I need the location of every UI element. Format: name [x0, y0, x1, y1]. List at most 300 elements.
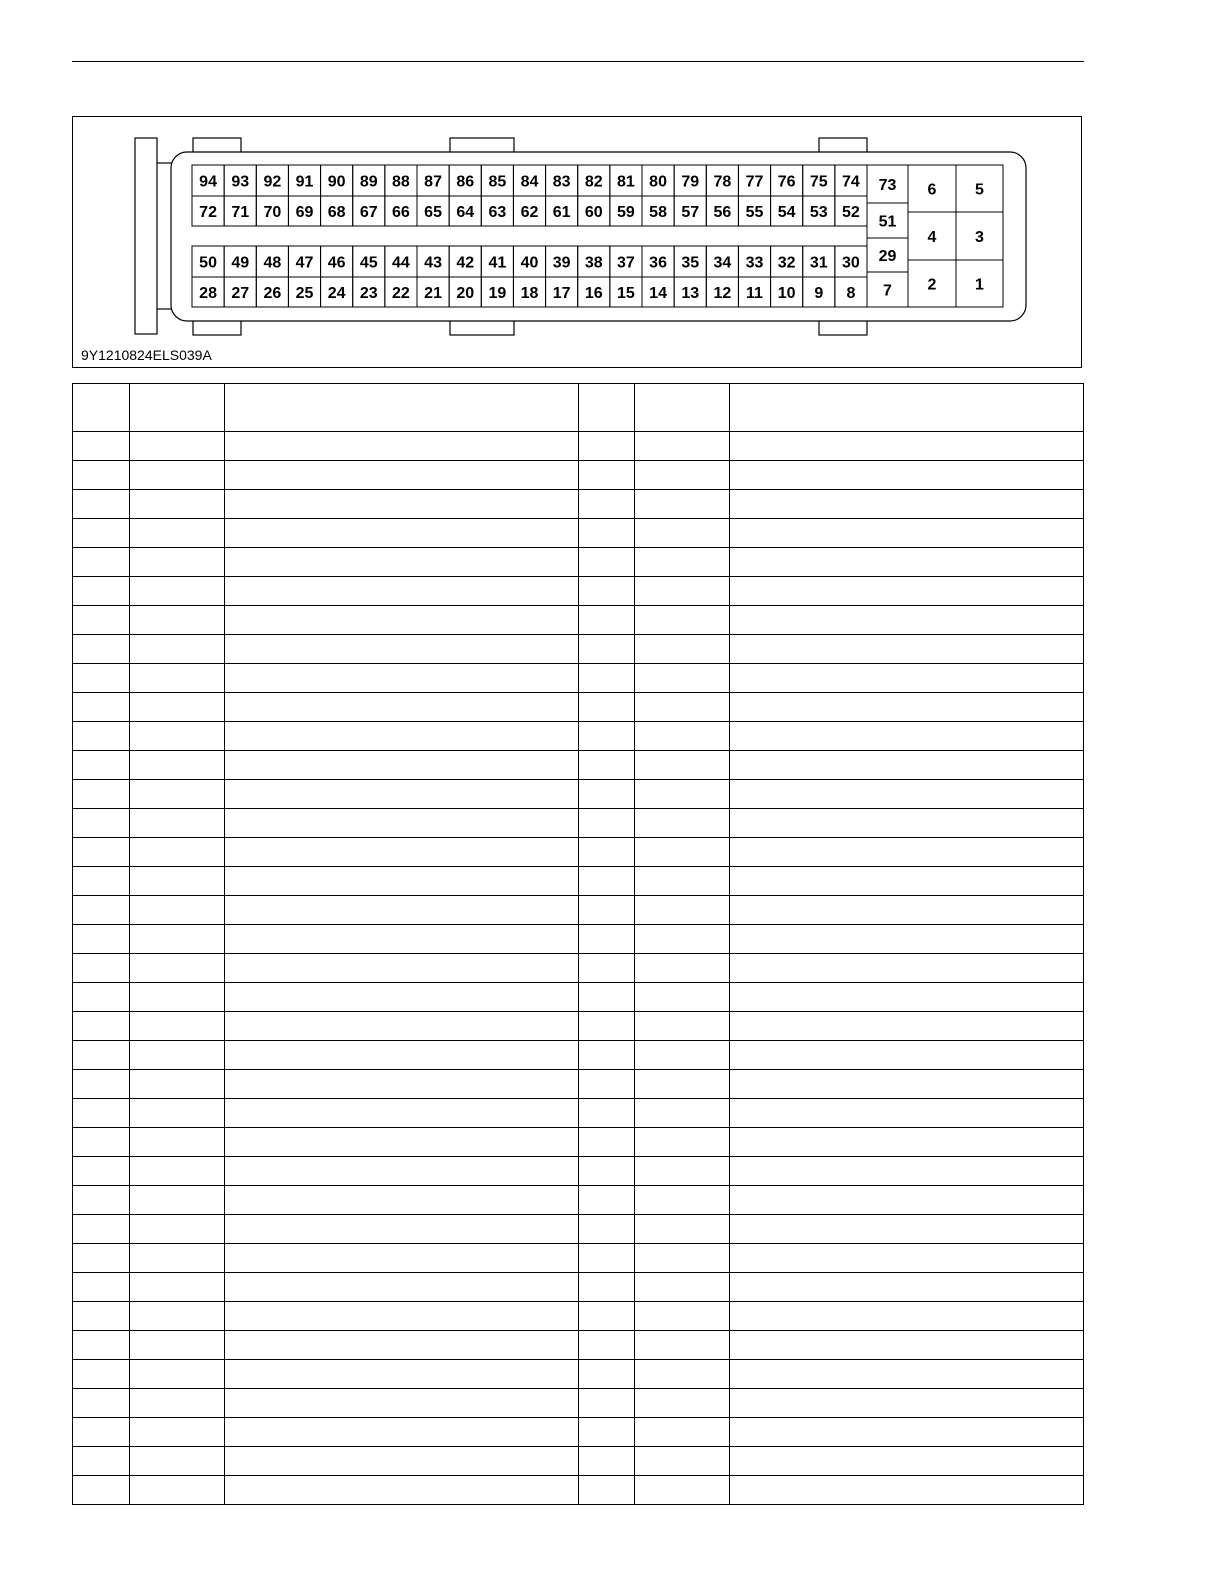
table-cell	[130, 461, 225, 490]
table-cell	[130, 780, 225, 809]
table-cell	[73, 954, 130, 983]
table-cell	[73, 1302, 130, 1331]
bottom-tab	[193, 320, 241, 335]
table-cell	[635, 519, 730, 548]
table-cell	[730, 1476, 1084, 1505]
table-cell	[225, 693, 579, 722]
table-row	[73, 1360, 1084, 1389]
pin-label: 81	[617, 173, 635, 191]
table-cell	[579, 809, 635, 838]
table-cell	[130, 1360, 225, 1389]
table-cell	[730, 896, 1084, 925]
table-row	[73, 490, 1084, 519]
pin-label: 6	[927, 181, 937, 199]
table-cell	[730, 606, 1084, 635]
table-cell	[73, 925, 130, 954]
table-cell	[635, 1070, 730, 1099]
table-cell	[579, 1041, 635, 1070]
bottom-tab	[819, 320, 867, 335]
connector-figure	[72, 116, 1082, 368]
pin-label: 54	[777, 204, 796, 221]
table-cell	[225, 867, 579, 896]
table-cell	[730, 780, 1084, 809]
table-row	[73, 867, 1084, 896]
table-cell	[130, 1070, 225, 1099]
table-header-row	[73, 384, 1084, 432]
table-cell	[225, 1244, 579, 1273]
header-cell	[579, 384, 635, 432]
pin-label: 69	[295, 204, 314, 221]
table-row	[73, 983, 1084, 1012]
table-cell	[635, 867, 730, 896]
pin-label: 80	[649, 173, 667, 191]
table-cell	[730, 1418, 1084, 1447]
table-cell	[225, 1070, 579, 1099]
table-row	[73, 1302, 1084, 1331]
table-cell	[579, 1157, 635, 1186]
table-cell	[635, 1476, 730, 1505]
table-cell	[730, 577, 1084, 606]
table-cell	[730, 722, 1084, 751]
table-row	[73, 606, 1084, 635]
table-cell	[730, 432, 1084, 461]
table-cell	[130, 838, 225, 867]
table-cell	[730, 1186, 1084, 1215]
pin-label: 87	[424, 173, 442, 191]
table-cell	[225, 1476, 579, 1505]
pin-label: 62	[520, 204, 539, 221]
table-cell	[579, 1360, 635, 1389]
table-cell	[130, 693, 225, 722]
table-cell	[73, 1331, 130, 1360]
table-cell	[225, 490, 579, 519]
pin-label: 85	[488, 173, 507, 191]
latch-bar	[135, 138, 157, 334]
pin-label: 55	[745, 204, 764, 221]
pin-label: 38	[584, 254, 603, 272]
table-cell	[730, 867, 1084, 896]
table-cell	[225, 1041, 579, 1070]
pin-label: 73	[878, 177, 897, 194]
table-cell	[579, 1418, 635, 1447]
table-cell	[635, 1012, 730, 1041]
table-cell	[73, 780, 130, 809]
pin-label: 35	[681, 254, 700, 272]
table-cell	[730, 1099, 1084, 1128]
table-cell	[225, 577, 579, 606]
table-cell	[225, 722, 579, 751]
table-row	[73, 1012, 1084, 1041]
table-row	[73, 780, 1084, 809]
table-cell	[73, 461, 130, 490]
table-cell	[730, 751, 1084, 780]
table-cell	[73, 1476, 130, 1505]
pin-label: 15	[617, 285, 635, 302]
table-cell	[225, 780, 579, 809]
pin-label: 39	[552, 254, 571, 272]
pin-label: 10	[777, 285, 796, 302]
table-cell	[635, 1331, 730, 1360]
table-cell	[579, 1302, 635, 1331]
connector-diagram	[73, 117, 1083, 369]
table-row	[73, 1418, 1084, 1447]
table-cell	[130, 635, 225, 664]
table-cell	[130, 954, 225, 983]
pin-label: 91	[295, 173, 314, 191]
pin-label: 27	[231, 285, 250, 302]
table-cell	[579, 432, 635, 461]
table-cell	[579, 1128, 635, 1157]
table-cell	[73, 1041, 130, 1070]
table-cell	[73, 1070, 130, 1099]
table-cell	[579, 1389, 635, 1418]
table-cell	[73, 896, 130, 925]
table-row	[73, 1244, 1084, 1273]
pin-label: 23	[359, 285, 378, 302]
table-cell	[130, 1447, 225, 1476]
pin-label: 78	[713, 173, 732, 191]
table-row	[73, 838, 1084, 867]
table-cell	[130, 983, 225, 1012]
table-cell	[225, 1157, 579, 1186]
table-row	[73, 1273, 1084, 1302]
table-row	[73, 519, 1084, 548]
table-cell	[73, 1012, 130, 1041]
pin-label: 63	[488, 204, 507, 221]
pin-label: 42	[456, 254, 475, 272]
table-cell	[579, 461, 635, 490]
table-cell	[73, 577, 130, 606]
pin-label: 53	[809, 204, 828, 221]
page-top-rule	[72, 61, 1084, 62]
table-cell	[225, 1389, 579, 1418]
table-cell	[579, 1273, 635, 1302]
table-cell	[635, 1215, 730, 1244]
table-cell	[635, 1360, 730, 1389]
header-cell	[225, 384, 579, 432]
table-cell	[579, 693, 635, 722]
pin-label: 90	[327, 173, 346, 191]
table-cell	[73, 1418, 130, 1447]
pin-label: 61	[552, 204, 571, 221]
table-cell	[225, 1215, 579, 1244]
table-cell	[579, 635, 635, 664]
table-cell	[635, 1447, 730, 1476]
table-cell	[73, 1273, 130, 1302]
header-cell	[730, 384, 1084, 432]
pin-label: 83	[552, 173, 571, 191]
table-cell	[130, 1186, 225, 1215]
table-cell	[730, 490, 1084, 519]
pin-label: 40	[520, 254, 539, 272]
table-cell	[225, 635, 579, 664]
table-row	[73, 954, 1084, 983]
table-cell	[635, 1041, 730, 1070]
pin-label: 22	[392, 285, 410, 302]
pin-label: 67	[359, 204, 378, 221]
table-cell	[225, 1273, 579, 1302]
table-cell	[225, 519, 579, 548]
table-cell	[635, 1273, 730, 1302]
pin-label: 50	[199, 254, 217, 272]
table-cell	[73, 693, 130, 722]
table-row	[73, 664, 1084, 693]
table-cell	[130, 722, 225, 751]
table-cell	[130, 809, 225, 838]
table-cell	[130, 432, 225, 461]
table-row	[73, 432, 1084, 461]
table-cell	[225, 751, 579, 780]
table-row	[73, 925, 1084, 954]
table-cell	[579, 954, 635, 983]
table-cell	[579, 1476, 635, 1505]
table-cell	[635, 664, 730, 693]
pin-label: 5	[975, 181, 984, 199]
table-cell	[579, 896, 635, 925]
pin-label: 66	[392, 204, 410, 221]
pin-label: 11	[746, 285, 763, 302]
table-row	[73, 751, 1084, 780]
pin-label: 71	[231, 204, 250, 221]
table-cell	[73, 1186, 130, 1215]
table-cell	[73, 1244, 130, 1273]
table-cell	[730, 838, 1084, 867]
pin-label: 1	[975, 276, 984, 294]
table-cell	[579, 751, 635, 780]
table-cell	[730, 1331, 1084, 1360]
table-cell	[73, 432, 130, 461]
table-cell	[730, 1070, 1084, 1099]
table-cell	[225, 664, 579, 693]
pin-label: 2	[927, 276, 937, 294]
table-row	[73, 1331, 1084, 1360]
table-cell	[730, 925, 1084, 954]
table-cell	[130, 664, 225, 693]
pin-label: 60	[584, 204, 603, 221]
table-cell	[73, 722, 130, 751]
table-cell	[579, 1331, 635, 1360]
header-cell	[635, 384, 730, 432]
header-cell	[73, 384, 130, 432]
table-cell	[225, 1128, 579, 1157]
table-cell	[635, 635, 730, 664]
table-cell	[635, 461, 730, 490]
pin-label: 25	[295, 285, 314, 302]
table-cell	[579, 606, 635, 635]
table-cell	[130, 1273, 225, 1302]
pin-label: 59	[617, 204, 635, 221]
table-cell	[635, 1244, 730, 1273]
table-cell	[225, 925, 579, 954]
pin-label: 36	[649, 254, 667, 272]
table-cell	[579, 1070, 635, 1099]
table-cell	[635, 780, 730, 809]
pin-label: 56	[713, 204, 732, 221]
table-cell	[73, 867, 130, 896]
top-tab	[450, 138, 514, 153]
table-cell	[730, 548, 1084, 577]
table-cell	[130, 867, 225, 896]
table-cell	[730, 1128, 1084, 1157]
table-cell	[579, 490, 635, 519]
table-cell	[130, 1012, 225, 1041]
pin-label: 31	[809, 254, 828, 272]
pin-label: 7	[883, 282, 892, 300]
table-row	[73, 896, 1084, 925]
table-cell	[130, 1215, 225, 1244]
table-cell	[730, 1012, 1084, 1041]
pin-label: 72	[199, 204, 217, 221]
pin-table	[72, 383, 1084, 1505]
table-cell	[579, 1447, 635, 1476]
pin-label: 75	[809, 173, 828, 191]
table-cell	[73, 751, 130, 780]
pin-label: 64	[456, 204, 475, 221]
table-cell	[579, 722, 635, 751]
pin-label: 16	[584, 285, 603, 302]
table-cell	[73, 1128, 130, 1157]
table-cell	[130, 1302, 225, 1331]
table-cell	[130, 1389, 225, 1418]
table-row	[73, 1070, 1084, 1099]
table-row	[73, 722, 1084, 751]
pin-label: 37	[617, 254, 635, 272]
table-cell	[225, 1012, 579, 1041]
pin-label: 77	[745, 173, 764, 191]
table-cell	[73, 1360, 130, 1389]
table-cell	[579, 780, 635, 809]
table-cell	[579, 1012, 635, 1041]
table-cell	[130, 1128, 225, 1157]
table-row	[73, 635, 1084, 664]
table-cell	[225, 606, 579, 635]
table-cell	[130, 896, 225, 925]
table-row	[73, 577, 1084, 606]
pin-label: 18	[520, 285, 539, 302]
table-cell	[130, 548, 225, 577]
table-cell	[130, 1157, 225, 1186]
pin-label: 48	[263, 254, 282, 272]
table-cell	[73, 519, 130, 548]
pin-label: 44	[392, 254, 410, 272]
table-cell	[635, 606, 730, 635]
table-cell	[635, 548, 730, 577]
pin-label: 30	[842, 254, 860, 272]
pin-label: 65	[424, 204, 442, 221]
table-cell	[225, 1186, 579, 1215]
table-cell	[730, 1273, 1084, 1302]
table-cell	[579, 1099, 635, 1128]
table-cell	[130, 1331, 225, 1360]
pin-label: 47	[295, 254, 314, 272]
table-cell	[635, 1157, 730, 1186]
table-cell	[635, 722, 730, 751]
table-cell	[635, 1128, 730, 1157]
table-cell	[73, 1099, 130, 1128]
pin-label: 84	[520, 173, 539, 191]
pin-label: 43	[424, 254, 442, 272]
table-cell	[730, 693, 1084, 722]
pin-label: 94	[199, 173, 217, 191]
table-cell	[73, 1447, 130, 1476]
table-cell	[130, 577, 225, 606]
table-cell	[130, 1099, 225, 1128]
table-cell	[130, 1418, 225, 1447]
pin-label: 21	[424, 285, 442, 302]
table-row	[73, 1215, 1084, 1244]
pin-label: 52	[842, 204, 860, 221]
table-row	[73, 809, 1084, 838]
table-cell	[130, 1476, 225, 1505]
pin-label: 89	[359, 173, 378, 191]
table-row	[73, 1128, 1084, 1157]
table-cell	[73, 838, 130, 867]
table-cell	[579, 519, 635, 548]
table-cell	[130, 490, 225, 519]
pin-label: 13	[681, 285, 700, 302]
table-cell	[130, 1041, 225, 1070]
table-cell	[225, 1331, 579, 1360]
pin-label: 45	[359, 254, 378, 272]
table-cell	[225, 1418, 579, 1447]
pin-label: 68	[327, 204, 346, 221]
table-cell	[225, 954, 579, 983]
table-cell	[635, 490, 730, 519]
pin-label: 41	[488, 254, 507, 272]
table-cell	[225, 809, 579, 838]
table-row	[73, 1099, 1084, 1128]
table-cell	[730, 635, 1084, 664]
pin-label: 92	[263, 173, 282, 191]
pin-label: 70	[263, 204, 282, 221]
table-cell	[635, 925, 730, 954]
table-row	[73, 548, 1084, 577]
table-cell	[73, 809, 130, 838]
table-cell	[635, 432, 730, 461]
table-row	[73, 1157, 1084, 1186]
table-cell	[579, 1215, 635, 1244]
table-cell	[225, 1447, 579, 1476]
table-cell	[635, 1302, 730, 1331]
table-cell	[635, 751, 730, 780]
table-cell	[635, 577, 730, 606]
table-cell	[73, 1215, 130, 1244]
table-cell	[579, 664, 635, 693]
table-cell	[579, 1186, 635, 1215]
table-cell	[73, 664, 130, 693]
table-cell	[73, 490, 130, 519]
table-cell	[635, 1418, 730, 1447]
table-cell	[730, 1389, 1084, 1418]
table-cell	[730, 1360, 1084, 1389]
table-cell	[225, 461, 579, 490]
table-cell	[130, 1244, 225, 1273]
pin-label: 12	[713, 285, 732, 302]
table-row	[73, 1041, 1084, 1070]
table-cell	[225, 1099, 579, 1128]
pin-label: 93	[231, 173, 250, 191]
table-cell	[579, 867, 635, 896]
table-cell	[579, 548, 635, 577]
table-cell	[579, 577, 635, 606]
table-cell	[130, 606, 225, 635]
table-cell	[225, 1302, 579, 1331]
table-cell	[225, 983, 579, 1012]
pin-label: 51	[878, 213, 897, 231]
pin-label: 46	[327, 254, 346, 272]
pin-label: 49	[231, 254, 250, 272]
pin-label: 17	[552, 285, 571, 302]
